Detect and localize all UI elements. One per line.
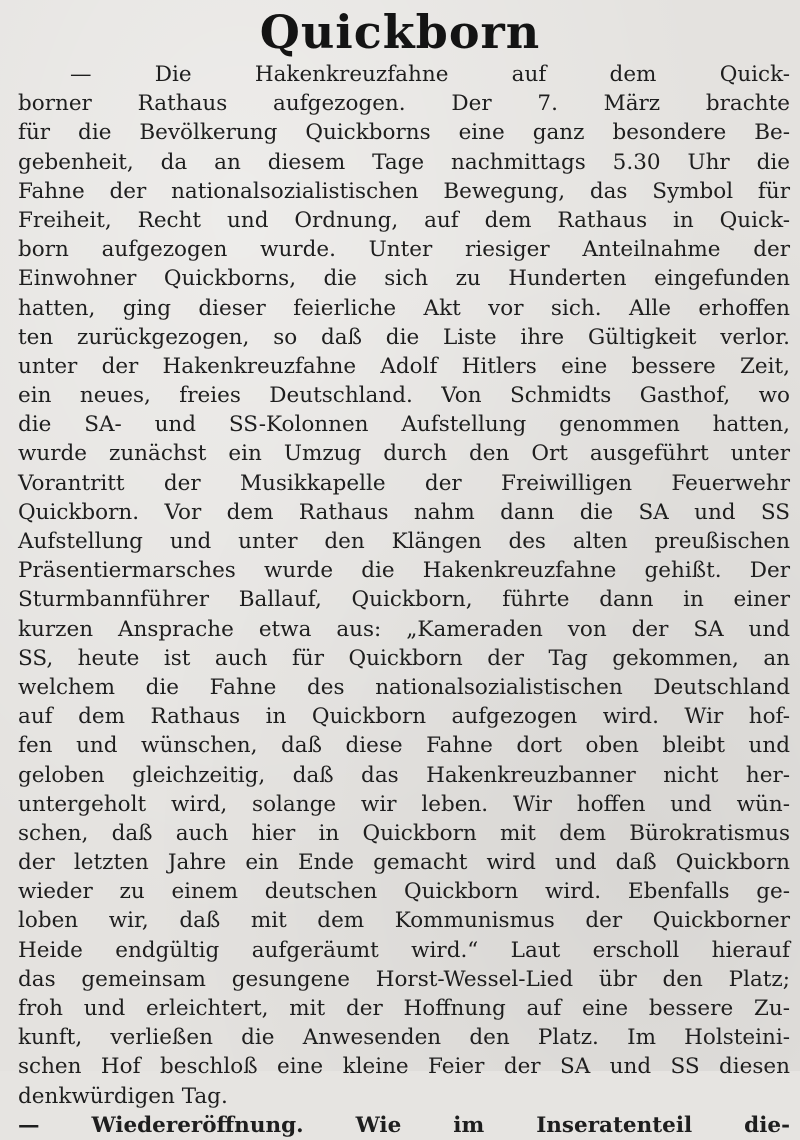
article-line: borner Rathaus aufgezogen. Der 7. März brachte	[18, 91, 790, 117]
article-line: SS, heute ist auch für Quickborn der Tag gekommen, an	[18, 645, 790, 671]
article-line: das gemeinsam gesungene Horst-Wessel-Lied übr den Platz;	[18, 966, 790, 992]
article-line: ten zurückgezogen, so daß die Liste ihre Gültigkeit verlor.	[18, 324, 790, 350]
article-line: hatten, ging dieser feierliche Akt vor sich. Alle erhoffen	[18, 295, 790, 321]
article-line: Präsentiermarsches wurde die Hakenkreuzfahne gehißt. Der	[18, 558, 790, 584]
article-line: schen, daß auch hier in Quickborn mit dem Bürokratismus	[18, 820, 790, 846]
article-line: untergeholt wird, solange wir leben. Wir hoffen und wün-	[18, 791, 790, 817]
article-line: froh und erleichtert, mit der Hoffnung auf eine bessere Zu-	[18, 996, 790, 1021]
article-line: der letzten Jahre ein Ende gemacht wird und daß Quickborn	[18, 850, 790, 876]
article-line: Heide endgültig aufgeräumt wird.“ Laut erscholl hierauf	[18, 937, 790, 963]
article-line: die SA- und SS-Kolonnen Aufstellung genommen hatten,	[18, 412, 790, 438]
next-article-cut-text: — Wiedereröffnung. Wie im Inseratenteil die-	[18, 1112, 790, 1138]
article-line: kurzen Ansprache etwa aus: „Kameraden von der SA und	[18, 616, 790, 642]
article-line: Quickborn. Vor dem Rathaus nahm dann die SA und SS	[18, 499, 790, 525]
article-body	[18, 60, 790, 1138]
article-line: loben wir, daß mit dem Kommunismus der Quickborner	[18, 908, 790, 934]
article-line: Fahne der nationalsozialistischen Bewegung, das Symbol für	[18, 178, 790, 204]
article-line: — Die Hakenkreuzfahne auf dem Quick-	[70, 62, 790, 87]
article-line: geloben gleichzeitig, daß das Hakenkreuzbanner nicht her-	[18, 762, 790, 788]
article-line: für die Bevölkerung Quickborns eine ganz besondere Be-	[18, 120, 790, 146]
article-line: gebenheit, da an diesem Tage nachmittags 5.30 Uhr die	[18, 149, 790, 175]
article-line: schen Hof beschloß eine kleine Feier der SA und SS diesen	[18, 1054, 790, 1080]
article-line: born aufgezogen wurde. Unter riesiger Anteilnahme der	[18, 237, 790, 263]
article-line: denkwürdigen Tag.	[18, 1083, 228, 1109]
article-line: Aufstellung und unter den Klängen des alten preußischen	[18, 529, 790, 554]
article-line: fen und wünschen, daß diese Fahne dort oben bleibt und	[18, 733, 790, 759]
article-line: Einwohner Quickborns, die sich zu Hunderten eingefunden	[18, 266, 790, 292]
article-line: auf dem Rathaus in Quickborn aufgezogen wird. Wir hof-	[18, 704, 790, 730]
article-line: Sturmbannführer Ballauf, Quickborn, führte dann in einer	[18, 587, 790, 613]
article-line: wurde zunächst ein Umzug durch den Ort ausgeführt unter	[18, 441, 790, 467]
article-line: unter der Hakenkreuzfahne Adolf Hitlers eine bessere Zeit,	[18, 353, 790, 379]
article-line: Freiheit, Recht und Ordnung, auf dem Rathaus in Quick-	[18, 207, 790, 233]
article-headline: Quickborn	[259, 5, 541, 59]
article-line: kunft, verließen die Anwesenden den Platz. Im Holsteini-	[18, 1025, 790, 1051]
article-line: Vorantritt der Musikkapelle der Freiwilligen Feuerwehr	[18, 470, 790, 496]
next-article-cut-line	[18, 1111, 790, 1138]
article-line: welchem die Fahne des nationalsozialistischen Deutschland	[18, 674, 790, 700]
article-line: ein neues, freies Deutschland. Von Schmidts Gasthof, wo	[18, 383, 790, 409]
article-line: wieder zu einem deutschen Quickborn wird. Ebenfalls ge-	[18, 879, 790, 905]
